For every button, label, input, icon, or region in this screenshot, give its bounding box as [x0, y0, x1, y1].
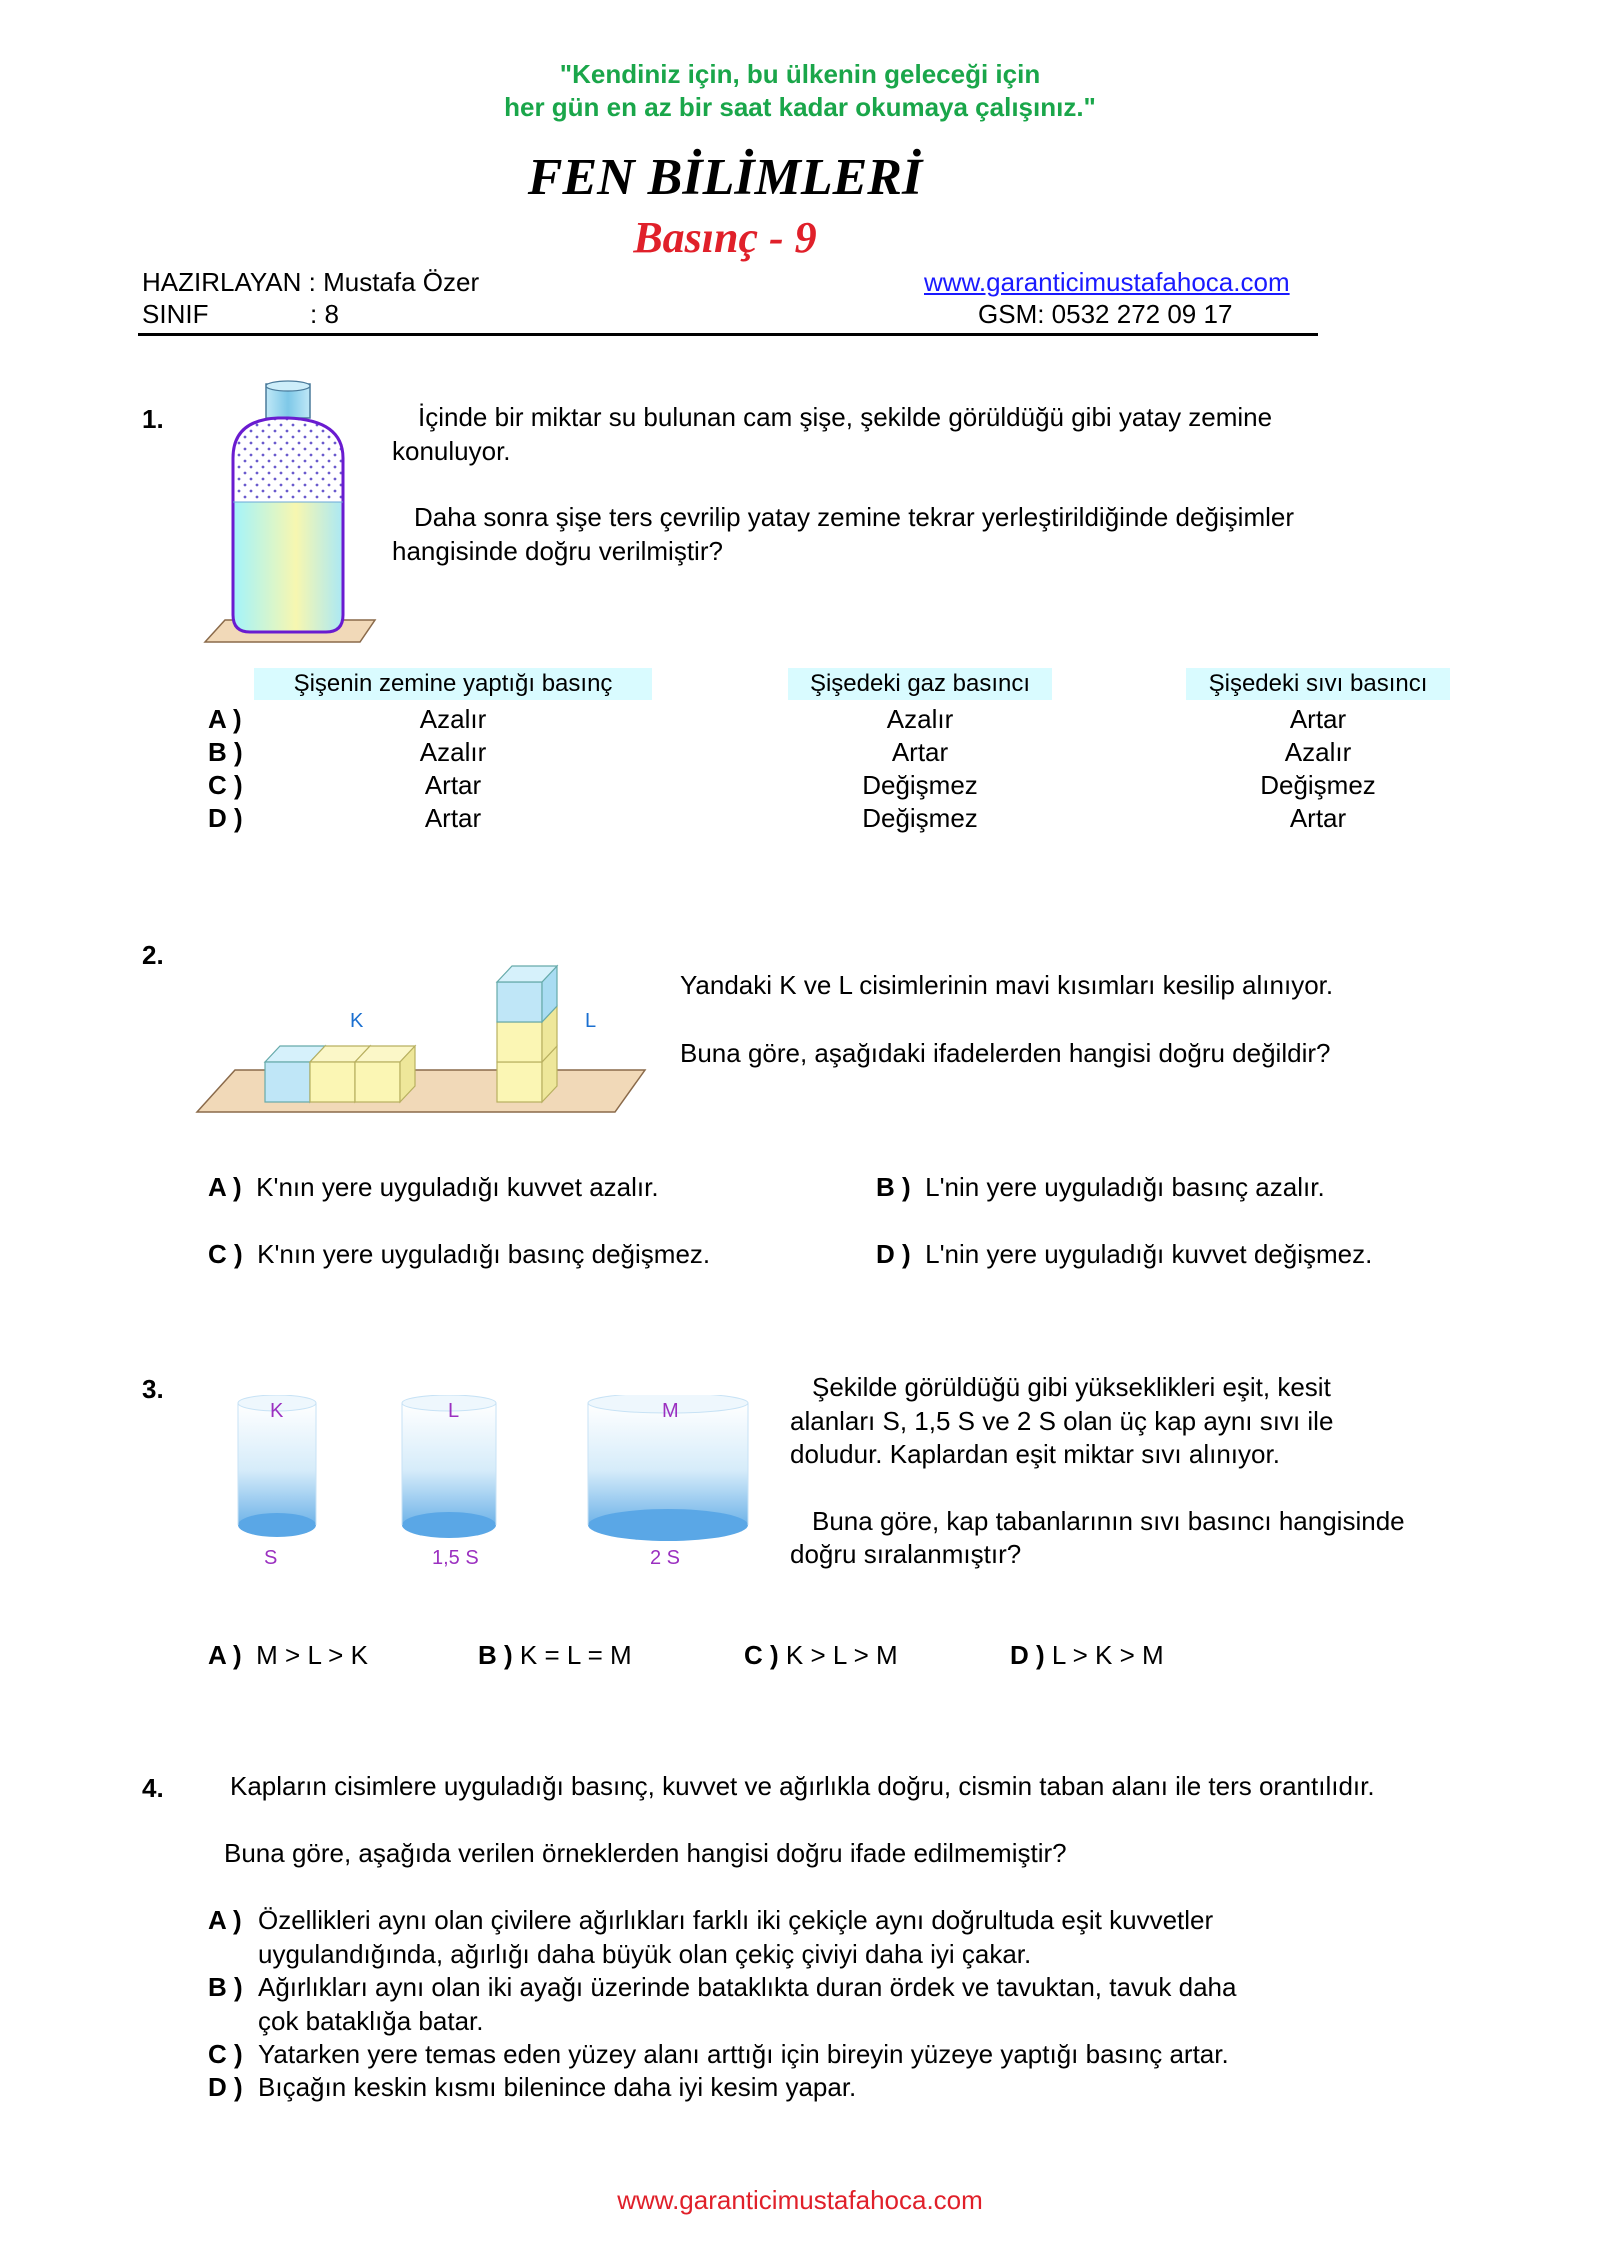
blocks-figure [195, 950, 650, 1120]
q3-text-1: Şekilde görüldüğü gibi yükseklikleri eşit, kesit [812, 1372, 1331, 1402]
prepared-by: HAZIRLAYAN : Mustafa Özer [142, 267, 480, 297]
q1-option-a-label[interactable]: A ) [208, 704, 242, 734]
container-l-label: L [448, 1400, 460, 1422]
q4-option-a-line-1: Özellikleri aynı olan çivilere ağırlıkları farklı iki çekiçle aynı doğrultuda eşit kuvvetler [258, 1905, 1214, 1935]
q1-option-c-label[interactable]: C ) [208, 770, 243, 800]
q1-b-cell-2: Artar [891, 737, 949, 767]
q4-option-c-label: C ) [208, 2039, 243, 2069]
container-l-area: 1,5 S [432, 1547, 479, 1569]
q1-d-cell-2: Değişmez [862, 803, 978, 833]
container-k-label: K [270, 1400, 284, 1422]
q2-option-b[interactable] [876, 1170, 1325, 1204]
q1-header-floor-pressure: Şişenin zemine yaptığı basınç [254, 668, 652, 700]
q1-header-gas-pressure: Şişedeki gaz basıncı [788, 668, 1052, 700]
q4-option-a-line-2: uygulandığında, ağırlığı daha büyük olan çekiç çiviyi daha iyi çakar. [258, 1939, 1032, 1969]
page-subtitle: Basınç - 9 [633, 213, 817, 262]
q1-c-cell-3: Değişmez [1260, 770, 1376, 800]
containers-figure [230, 1395, 760, 1545]
q1-b-cell-3: Azalır [1284, 737, 1352, 767]
q1-text-2b: hangisinde doğru verilmiştir? [392, 536, 723, 566]
motto-line-1: "Kendiniz için, bu ülkenin geleceği için [559, 59, 1041, 89]
container-k-area: S [264, 1547, 278, 1569]
q2-option-a[interactable] [208, 1170, 659, 1204]
q4-option-b-line-2: çok bataklığa batar. [258, 2006, 484, 2036]
q3-option-a[interactable] [208, 1638, 368, 1672]
website-link[interactable]: www.garanticimustafahoca.com [924, 267, 1290, 297]
bottle-figure [200, 380, 380, 645]
q2-option-d[interactable] [876, 1237, 1372, 1271]
q3-option-d[interactable] [1010, 1638, 1164, 1672]
q3-option-d-label: D ) [1010, 1640, 1045, 1670]
q2-option-b-text: L'nin yere uyguladığı basınç azalır. [925, 1172, 1325, 1202]
q2-number: 2. [142, 940, 164, 970]
q4-option-b-line-1: Ağırlıkları aynı olan iki ayağı üzerinde bataklıkta duran ördek ve tavuktan, tavuk daha [258, 1972, 1237, 2002]
q1-text-1b: konuluyor. [392, 436, 511, 466]
q2-option-b-label: B ) [876, 1172, 911, 1202]
q1-header-liquid-pressure: Şişedeki sıvı basıncı [1186, 668, 1450, 700]
q2-option-a-text: K'nın yere uyguladığı kuvvet azalır. [256, 1172, 659, 1202]
class-label: SINIF [142, 299, 209, 329]
q2-option-c[interactable] [208, 1237, 710, 1271]
q1-a-cell-3: Artar [1289, 704, 1347, 734]
q4-option-d[interactable] [208, 2070, 856, 2104]
q3-text-1c: doludur. Kaplardan eşit miktar sıvı alınıyor. [790, 1439, 1280, 1469]
q1-c-cell-2: Değişmez [862, 770, 978, 800]
motto [0, 58, 1600, 124]
q3-text-2: Buna göre, kap tabanlarının sıvı basıncı hangisinde [812, 1506, 1405, 1536]
q3-option-c-label: C ) [744, 1640, 779, 1670]
q3-option-a-text: M > L > K [256, 1640, 368, 1670]
q1-number: 1. [142, 404, 164, 434]
block-l-label: L [585, 1010, 597, 1032]
q4-option-a-label: A ) [208, 1905, 242, 1935]
container-m-label: M [662, 1400, 679, 1422]
q2-text-2: Buna göre, aşağıdaki ifadelerden hangisi doğru değildir? [680, 1038, 1331, 1068]
q4-option-b[interactable] [208, 1970, 1236, 2038]
q2-option-c-text: K'nın yere uyguladığı basınç değişmez. [257, 1239, 711, 1269]
q3-option-a-label: A ) [208, 1640, 242, 1670]
q1-c-cell-1: Artar [424, 770, 482, 800]
q3-option-d-text: L > K > M [1051, 1640, 1164, 1670]
q3-option-b-text: K = L = M [519, 1640, 632, 1670]
q1-d-cell-1: Artar [424, 803, 482, 833]
q3-option-c-text: K > L > M [785, 1640, 898, 1670]
footer-website[interactable]: www.garanticimustafahoca.com [617, 2185, 983, 2215]
q4-option-c-line-1: Yatarken yere temas eden yüzey alanı arttığı için bireyin yüzeye yaptığı basınç artar. [258, 2039, 1229, 2069]
q1-option-d-label[interactable]: D ) [208, 803, 243, 833]
q4-option-a[interactable] [208, 1903, 1213, 1971]
q1-b-cell-1: Azalır [419, 737, 487, 767]
q4-number: 4. [142, 1773, 164, 1803]
q2-text-1: Yandaki K ve L cisimlerinin mavi kısımları kesilip alınıyor. [680, 970, 1334, 1000]
q4-option-c[interactable] [208, 2037, 1229, 2071]
q4-option-b-label: B ) [208, 1972, 243, 2002]
class-value: : 8 [310, 299, 339, 329]
q2-option-c-label: C ) [208, 1239, 243, 1269]
q3-option-b[interactable] [478, 1638, 632, 1672]
q1-text-2: Daha sonra şişe ters çevrilip yatay zemine tekrar yerleştirildiğinde değişimler [414, 502, 1295, 532]
container-m-area: 2 S [650, 1547, 681, 1569]
q2-option-d-text: L'nin yere uyguladığı kuvvet değişmez. [925, 1239, 1373, 1269]
block-k-label: K [350, 1010, 364, 1032]
q1-a-cell-2: Azalır [886, 704, 954, 734]
q1-a-cell-1: Azalır [419, 704, 487, 734]
q1-d-cell-3: Artar [1289, 803, 1347, 833]
phone: GSM: 0532 272 09 17 [978, 299, 1233, 329]
q4-text-2: Buna göre, aşağıda verilen örneklerden hangisi doğru ifade edilmemiştir? [224, 1838, 1067, 1868]
q3-option-c[interactable] [744, 1638, 898, 1672]
q1-text-1: İçinde bir miktar su bulunan cam şişe, şekilde görüldüğü gibi yatay zemine [418, 402, 1273, 432]
q4-option-d-label: D ) [208, 2072, 243, 2102]
q3-text-1b: alanları S, 1,5 S ve 2 S olan üç kap aynı sıvı ile [790, 1406, 1334, 1436]
q4-option-d-line-1: Bıçağın keskin kısmı bilenince daha iyi kesim yapar. [258, 2072, 857, 2102]
page-title: FEN BİLİMLERİ [527, 149, 923, 206]
q1-option-b-label[interactable]: B ) [208, 737, 243, 767]
motto-line-2: her gün en az bir saat kadar okumaya çalışınız." [504, 92, 1096, 122]
q3-text-2b: doğru sıralanmıştır? [790, 1539, 1022, 1569]
q3-number: 3. [142, 1374, 164, 1404]
q3-option-b-label: B ) [478, 1640, 513, 1670]
header-divider [138, 333, 1318, 336]
q2-option-d-label: D ) [876, 1239, 911, 1269]
q2-option-a-label: A ) [208, 1172, 242, 1202]
q4-text-1: Kapların cisimlere uyguladığı basınç, kuvvet ve ağırlıkla doğru, cismin taban alanı ile ters orantılıdır. [230, 1771, 1375, 1801]
